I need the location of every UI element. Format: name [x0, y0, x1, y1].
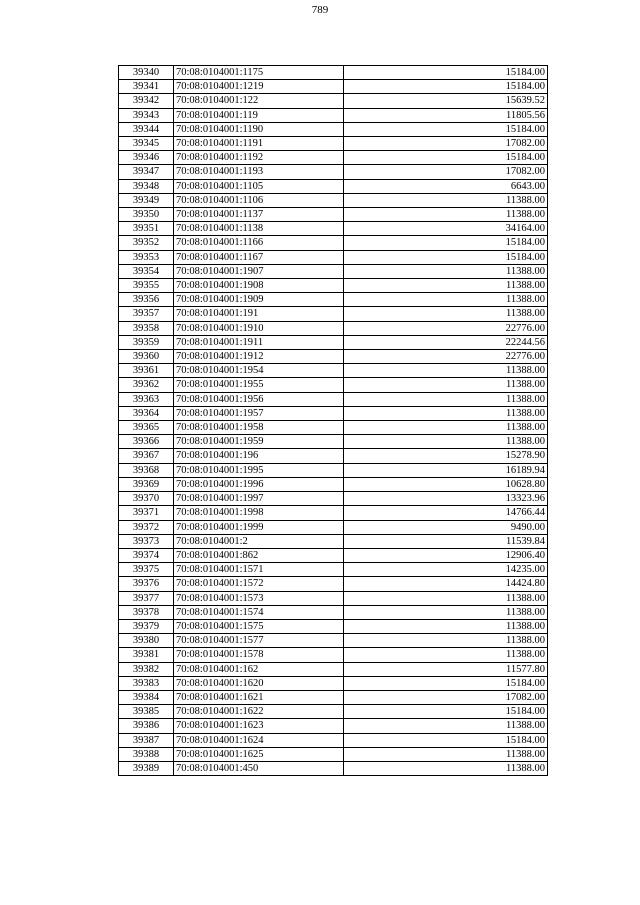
row-number-cell: 39381 — [119, 648, 174, 662]
cadastral-number-cell: 70:08:0104001:1175 — [174, 66, 344, 80]
cadastral-value-cell: 11388.00 — [344, 208, 548, 222]
cadastral-number-cell: 70:08:0104001:2 — [174, 534, 344, 548]
cadastral-number-cell: 70:08:0104001:162 — [174, 662, 344, 676]
cadastral-value-cell: 11388.00 — [344, 279, 548, 293]
cadastral-number-cell: 70:08:0104001:1998 — [174, 506, 344, 520]
table-row — [119, 563, 548, 577]
table-row — [119, 236, 548, 250]
cadastral-number-cell: 70:08:0104001:122 — [174, 94, 344, 108]
row-number-cell: 39382 — [119, 662, 174, 676]
row-number-cell: 39380 — [119, 634, 174, 648]
row-number-cell: 39342 — [119, 94, 174, 108]
cadastral-value-cell: 17082.00 — [344, 137, 548, 151]
cadastral-number-cell: 70:08:0104001:1219 — [174, 80, 344, 94]
row-number-cell: 39352 — [119, 236, 174, 250]
row-number-cell: 39374 — [119, 548, 174, 562]
cadastral-value-cell: 15184.00 — [344, 733, 548, 747]
cadastral-number-cell: 70:08:0104001:1959 — [174, 435, 344, 449]
cadastral-value-cell: 11388.00 — [344, 264, 548, 278]
cadastral-number-cell: 70:08:0104001:1624 — [174, 733, 344, 747]
cadastral-number-cell: 70:08:0104001:191 — [174, 307, 344, 321]
cadastral-value-cell: 11388.00 — [344, 747, 548, 761]
cadastral-number-cell: 70:08:0104001:1577 — [174, 634, 344, 648]
cadastral-number-cell: 70:08:0104001:1955 — [174, 378, 344, 392]
table-row — [119, 435, 548, 449]
row-number-cell: 39365 — [119, 421, 174, 435]
cadastral-value-cell: 14424.80 — [344, 577, 548, 591]
table-row — [119, 264, 548, 278]
row-number-cell: 39361 — [119, 364, 174, 378]
cadastral-value-cell: 11388.00 — [344, 591, 548, 605]
table-row — [119, 690, 548, 704]
row-number-cell: 39379 — [119, 619, 174, 633]
cadastral-value-cell: 17082.00 — [344, 690, 548, 704]
cadastral-value-cell: 9490.00 — [344, 520, 548, 534]
table-row — [119, 66, 548, 80]
cadastral-value-cell: 15184.00 — [344, 80, 548, 94]
cadastral-number-cell: 70:08:0104001:1909 — [174, 293, 344, 307]
cadastral-number-cell: 70:08:0104001:1193 — [174, 165, 344, 179]
table-row — [119, 548, 548, 562]
row-number-cell: 39368 — [119, 463, 174, 477]
cadastral-number-cell: 70:08:0104001:1573 — [174, 591, 344, 605]
cadastral-value-cell: 14766.44 — [344, 506, 548, 520]
cadastral-number-cell: 70:08:0104001:196 — [174, 449, 344, 463]
table-row — [119, 492, 548, 506]
row-number-cell: 39354 — [119, 264, 174, 278]
row-number-cell: 39378 — [119, 605, 174, 619]
row-number-cell: 39357 — [119, 307, 174, 321]
table-row — [119, 676, 548, 690]
cadastral-value-cell: 17082.00 — [344, 165, 548, 179]
table-row — [119, 619, 548, 633]
table-row — [119, 392, 548, 406]
row-number-cell: 39370 — [119, 492, 174, 506]
cadastral-value-cell: 15184.00 — [344, 66, 548, 80]
table-row — [119, 108, 548, 122]
cadastral-number-cell: 70:08:0104001:1908 — [174, 279, 344, 293]
row-number-cell: 39358 — [119, 321, 174, 335]
cadastral-number-cell: 70:08:0104001:1190 — [174, 122, 344, 136]
row-number-cell: 39367 — [119, 449, 174, 463]
cadastral-number-cell: 70:08:0104001:1999 — [174, 520, 344, 534]
row-number-cell: 39372 — [119, 520, 174, 534]
cadastral-value-cell: 15184.00 — [344, 151, 548, 165]
cadastral-value-cell: 22244.56 — [344, 335, 548, 349]
row-number-cell: 39346 — [119, 151, 174, 165]
cadastral-number-cell: 70:08:0104001:1957 — [174, 406, 344, 420]
cadastral-value-cell: 13323.96 — [344, 492, 548, 506]
cadastral-value-cell: 22776.00 — [344, 321, 548, 335]
cadastral-value-cell: 11388.00 — [344, 719, 548, 733]
cadastral-value-cell: 15184.00 — [344, 250, 548, 264]
table-row — [119, 421, 548, 435]
cadastral-value-cell: 11388.00 — [344, 761, 548, 775]
cadastral-number-cell: 70:08:0104001:450 — [174, 761, 344, 775]
cadastral-number-cell: 70:08:0104001:1907 — [174, 264, 344, 278]
cadastral-value-cell: 15184.00 — [344, 676, 548, 690]
table-row — [119, 648, 548, 662]
table-row — [119, 520, 548, 534]
table-row — [119, 222, 548, 236]
cadastral-value-cell: 10628.80 — [344, 477, 548, 491]
table-row — [119, 364, 548, 378]
table-row — [119, 506, 548, 520]
cadastral-number-cell: 70:08:0104001:1191 — [174, 137, 344, 151]
cadastral-value-table — [118, 65, 548, 776]
row-number-cell: 39345 — [119, 137, 174, 151]
table-row — [119, 335, 548, 349]
table-row — [119, 477, 548, 491]
row-number-cell: 39362 — [119, 378, 174, 392]
cadastral-number-cell: 70:08:0104001:1578 — [174, 648, 344, 662]
cadastral-value-cell: 16189.94 — [344, 463, 548, 477]
cadastral-number-cell: 70:08:0104001:1625 — [174, 747, 344, 761]
row-number-cell: 39383 — [119, 676, 174, 690]
cadastral-number-cell: 70:08:0104001:1572 — [174, 577, 344, 591]
cadastral-value-cell: 11388.00 — [344, 421, 548, 435]
cadastral-value-cell: 15184.00 — [344, 705, 548, 719]
cadastral-number-cell: 70:08:0104001:1138 — [174, 222, 344, 236]
cadastral-number-cell: 70:08:0104001:1997 — [174, 492, 344, 506]
cadastral-number-cell: 70:08:0104001:1996 — [174, 477, 344, 491]
cadastral-number-cell: 70:08:0104001:1956 — [174, 392, 344, 406]
cadastral-value-cell: 12906.40 — [344, 548, 548, 562]
row-number-cell: 39343 — [119, 108, 174, 122]
table-row — [119, 662, 548, 676]
row-number-cell: 39364 — [119, 406, 174, 420]
cadastral-value-cell: 22776.00 — [344, 350, 548, 364]
table-row — [119, 137, 548, 151]
cadastral-value-cell: 15184.00 — [344, 122, 548, 136]
row-number-cell: 39377 — [119, 591, 174, 605]
cadastral-number-cell: 70:08:0104001:1571 — [174, 563, 344, 577]
table-row — [119, 577, 548, 591]
cadastral-value-cell: 14235.00 — [344, 563, 548, 577]
cadastral-value-cell: 15278.90 — [344, 449, 548, 463]
row-number-cell: 39388 — [119, 747, 174, 761]
row-number-cell: 39356 — [119, 293, 174, 307]
table-row — [119, 293, 548, 307]
row-number-cell: 39344 — [119, 122, 174, 136]
row-number-cell: 39386 — [119, 719, 174, 733]
cadastral-number-cell: 70:08:0104001:1910 — [174, 321, 344, 335]
cadastral-number-cell: 70:08:0104001:1167 — [174, 250, 344, 264]
cadastral-value-cell: 15184.00 — [344, 236, 548, 250]
cadastral-number-cell: 70:08:0104001:1137 — [174, 208, 344, 222]
row-number-cell: 39360 — [119, 350, 174, 364]
cadastral-value-cell: 11539.84 — [344, 534, 548, 548]
cadastral-value-cell: 11388.00 — [344, 193, 548, 207]
table-row — [119, 165, 548, 179]
cadastral-number-cell: 70:08:0104001:1620 — [174, 676, 344, 690]
table-row — [119, 193, 548, 207]
cadastral-value-cell: 11388.00 — [344, 378, 548, 392]
table-row — [119, 705, 548, 719]
cadastral-number-cell: 70:08:0104001:1622 — [174, 705, 344, 719]
cadastral-number-cell: 70:08:0104001:1995 — [174, 463, 344, 477]
cadastral-value-cell: 11388.00 — [344, 605, 548, 619]
row-number-cell: 39373 — [119, 534, 174, 548]
cadastral-value-cell: 11388.00 — [344, 364, 548, 378]
cadastral-number-cell: 70:08:0104001:1192 — [174, 151, 344, 165]
cadastral-number-cell: 70:08:0104001:1623 — [174, 719, 344, 733]
cadastral-value-cell: 11388.00 — [344, 435, 548, 449]
cadastral-value-cell: 11388.00 — [344, 406, 548, 420]
row-number-cell: 39355 — [119, 279, 174, 293]
cadastral-number-cell: 70:08:0104001:1621 — [174, 690, 344, 704]
row-number-cell: 39384 — [119, 690, 174, 704]
table-row — [119, 719, 548, 733]
table-row — [119, 321, 548, 335]
cadastral-value-cell: 11805.56 — [344, 108, 548, 122]
cadastral-number-cell: 70:08:0104001:862 — [174, 548, 344, 562]
cadastral-value-cell: 34164.00 — [344, 222, 548, 236]
row-number-cell: 39366 — [119, 435, 174, 449]
cadastral-number-cell: 70:08:0104001:1911 — [174, 335, 344, 349]
cadastral-value-cell: 11388.00 — [344, 634, 548, 648]
cadastral-number-cell: 70:08:0104001:1166 — [174, 236, 344, 250]
cadastral-number-cell: 70:08:0104001:1105 — [174, 179, 344, 193]
table-row — [119, 591, 548, 605]
cadastral-number-cell: 70:08:0104001:1574 — [174, 605, 344, 619]
table-row — [119, 94, 548, 108]
cadastral-value-cell: 11577.80 — [344, 662, 548, 676]
row-number-cell: 39351 — [119, 222, 174, 236]
table-row — [119, 122, 548, 136]
table-row — [119, 747, 548, 761]
cadastral-value-cell: 11388.00 — [344, 648, 548, 662]
row-number-cell: 39387 — [119, 733, 174, 747]
cadastral-number-cell: 70:08:0104001:1954 — [174, 364, 344, 378]
row-number-cell: 39385 — [119, 705, 174, 719]
row-number-cell: 39350 — [119, 208, 174, 222]
table-row — [119, 378, 548, 392]
row-number-cell: 39369 — [119, 477, 174, 491]
cadastral-value-cell: 11388.00 — [344, 392, 548, 406]
table-row — [119, 179, 548, 193]
row-number-cell: 39349 — [119, 193, 174, 207]
table-row — [119, 350, 548, 364]
table-row — [119, 250, 548, 264]
row-number-cell: 39340 — [119, 66, 174, 80]
row-number-cell: 39341 — [119, 80, 174, 94]
table-row — [119, 605, 548, 619]
table-row — [119, 151, 548, 165]
row-number-cell: 39375 — [119, 563, 174, 577]
row-number-cell: 39363 — [119, 392, 174, 406]
row-number-cell: 39371 — [119, 506, 174, 520]
cadastral-value-cell: 11388.00 — [344, 619, 548, 633]
table-row — [119, 761, 548, 775]
table-row — [119, 534, 548, 548]
cadastral-number-cell: 70:08:0104001:1912 — [174, 350, 344, 364]
row-number-cell: 39353 — [119, 250, 174, 264]
table-body — [119, 66, 548, 776]
row-number-cell: 39389 — [119, 761, 174, 775]
table-row — [119, 80, 548, 94]
table-row — [119, 733, 548, 747]
table-row — [119, 634, 548, 648]
table-row — [119, 449, 548, 463]
cadastral-value-cell: 15639.52 — [344, 94, 548, 108]
cadastral-value-cell: 6643.00 — [344, 179, 548, 193]
table-row — [119, 463, 548, 477]
cadastral-number-cell: 70:08:0104001:1106 — [174, 193, 344, 207]
page-number: 789 — [311, 4, 329, 16]
cadastral-number-cell: 70:08:0104001:1958 — [174, 421, 344, 435]
table-row — [119, 307, 548, 321]
row-number-cell: 39347 — [119, 165, 174, 179]
row-number-cell: 39359 — [119, 335, 174, 349]
table-row — [119, 279, 548, 293]
row-number-cell: 39376 — [119, 577, 174, 591]
table-row — [119, 406, 548, 420]
cadastral-number-cell: 70:08:0104001:1575 — [174, 619, 344, 633]
table-row — [119, 208, 548, 222]
cadastral-value-cell: 11388.00 — [344, 293, 548, 307]
cadastral-value-cell: 11388.00 — [344, 307, 548, 321]
cadastral-number-cell: 70:08:0104001:119 — [174, 108, 344, 122]
row-number-cell: 39348 — [119, 179, 174, 193]
